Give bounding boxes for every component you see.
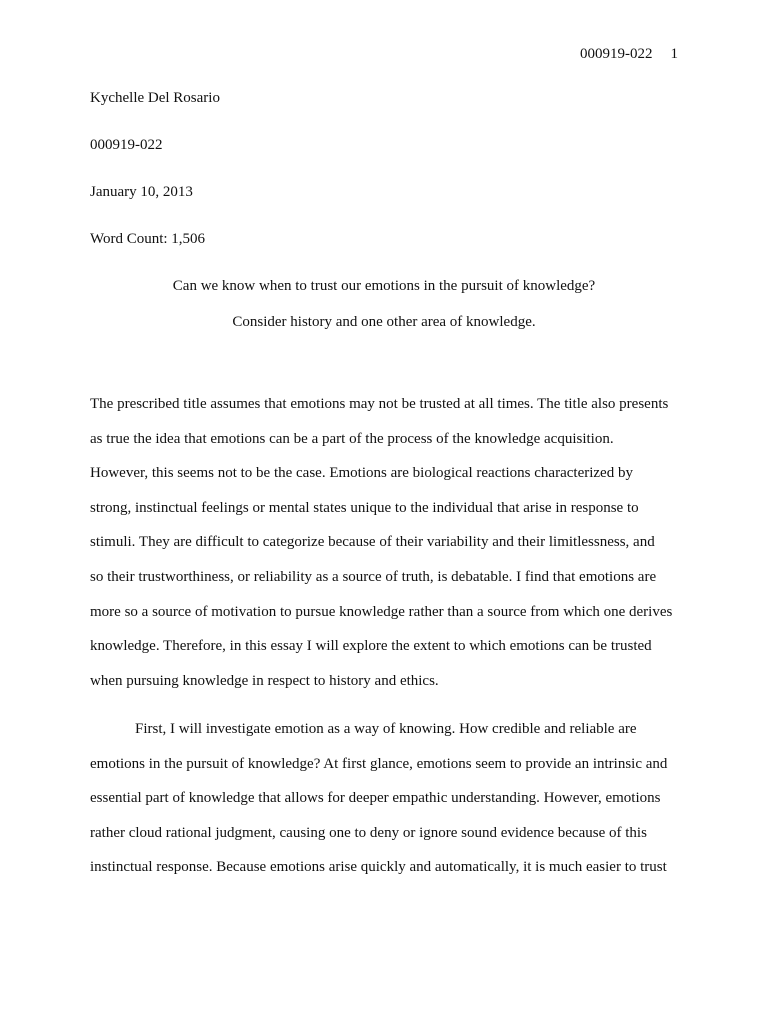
essay-date: January 10, 2013 <box>90 184 193 200</box>
text-line: First, I will investigate emotion as a way of knowing. How credible and reliable are <box>135 721 637 737</box>
text-line: as true the idea that emotions can be a part of the process of the knowledge acquisition. <box>90 430 614 447</box>
essay-title-line-2: Consider history and one other area of knowledge. <box>232 314 536 330</box>
text-line: rather cloud rational judgment, causing one to deny or ignore sound evidence because of this <box>90 824 647 841</box>
word-count: Word Count: 1,506 <box>90 231 206 247</box>
text-line: emotions in the pursuit of knowledge? At first glance, emotions seem to provide an intrinsic and <box>90 755 668 772</box>
text-line: when pursuing knowledge in respect to history and ethics. <box>90 672 439 689</box>
text-line: essential part of knowledge that allows for deeper empathic understanding. However, emotions <box>90 790 661 807</box>
student-id: 000919-022 <box>90 137 163 153</box>
text-line: The prescribed title assumes that emotions may not be trusted at all times. The title also presents <box>90 396 669 412</box>
page-number: 1 <box>670 46 678 62</box>
header-id: 000919-022 <box>580 46 653 62</box>
page-header <box>580 46 678 63</box>
text-line: However, this seems not to be the case. Emotions are biological reactions characterized by <box>90 465 633 482</box>
text-line: more so a source of motivation to pursue knowledge rather than a source from which one derives <box>90 603 673 620</box>
text-line: so their trustworthiness, or reliability as a source of truth, is debatable. I find that emotions are <box>90 568 657 585</box>
text-line: instinctual response. Because emotions arise quickly and automatically, it is much easier to trust <box>90 859 667 876</box>
text-line: stimuli. They are difficult to categorize because of their variability and their limitlessness, and <box>90 534 655 551</box>
student-name: Kychelle Del Rosario <box>90 90 220 106</box>
text-line: knowledge. Therefore, in this essay I will explore the extent to which emotions can be trusted <box>90 638 652 655</box>
body-paragraph-2 <box>90 712 690 885</box>
essay-title-line-1: Can we know when to trust our emotions in the pursuit of knowledge? <box>172 278 596 294</box>
body-paragraph-1 <box>90 387 690 698</box>
text-line: strong, instinctual feelings or mental states unique to the individual that arise in response to <box>90 499 639 516</box>
